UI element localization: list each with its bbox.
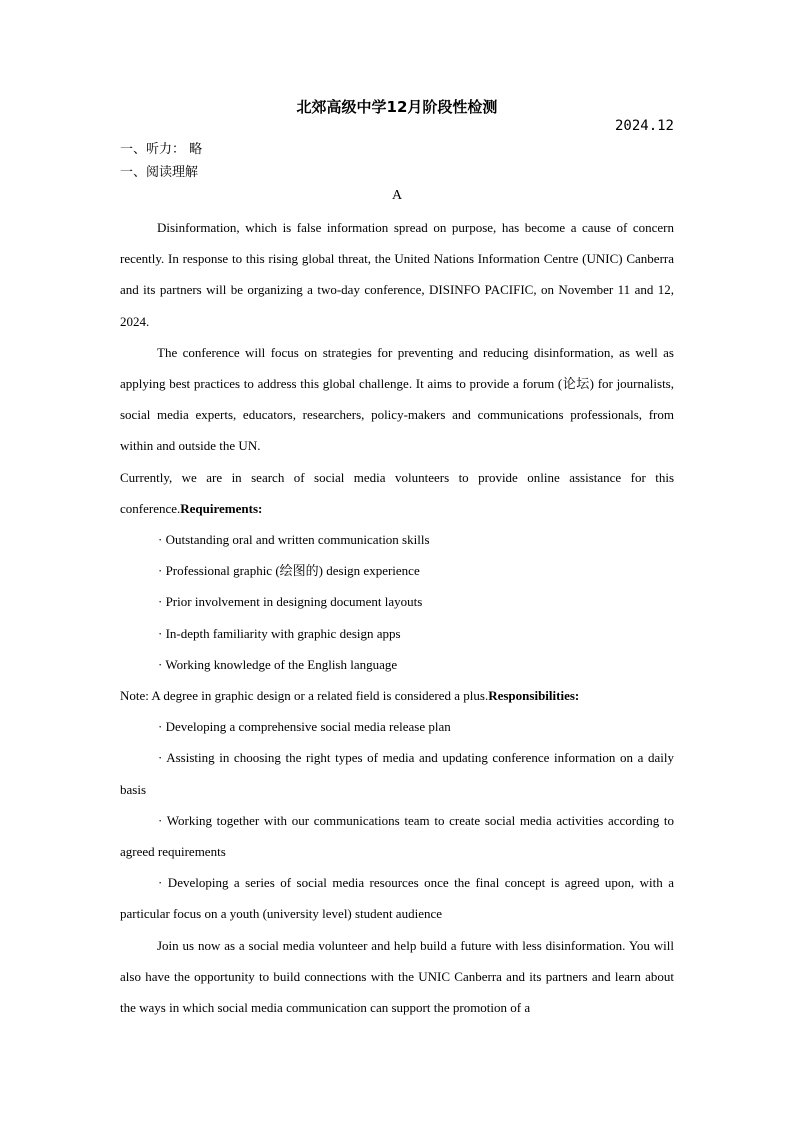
passage-body: [120, 212, 674, 1023]
paragraph-3: [120, 462, 674, 524]
paragraph-3-text: Currently, we are in search of social media volunteers to provide online assistance for this conference.: [120, 469, 674, 516]
paragraph-final: Join us now as a social media volunteer and help build a future with less disinformation. You will also have the opportunity to build connections with the UNIC Canberra and its partners and learn about the ways in which social media communication can support the promotion of a: [120, 937, 674, 1016]
section-listening: 一、听力： 略: [120, 142, 203, 157]
note-text: Note: A degree in graphic design or a related field is considered a plus.: [120, 688, 489, 704]
note-line: [120, 680, 674, 711]
responsibilities-heading: Responsibilities:: [488, 688, 580, 704]
responsibility-item: · Working together with our communications team to create social media activities according to agreed requirements: [120, 812, 674, 860]
requirements-heading: Requirements:: [180, 500, 263, 516]
requirement-item: · Outstanding oral and written communication skills: [158, 532, 430, 548]
responsibility-item: · Developing a comprehensive social media release plan: [158, 719, 451, 735]
paragraph-2: The conference will focus on strategies for preventing and reducing disinformation, as well as applying best practices to address this global challenge. It aims to provide a forum (论坛) for journalists, social media experts, educators, researchers, policy-makers and communications professionals, from within and outside the UN.: [120, 344, 674, 454]
responsibility-item: · Developing a series of social media resources once the final concept is agreed upon, with a particular focus on a youth (university level) student audience: [120, 875, 674, 922]
exam-date: 2024.12: [614, 118, 674, 134]
passage-letter: A: [391, 188, 403, 203]
requirement-item: · In-depth familiarity with graphic design apps: [158, 625, 401, 641]
requirement-item: · Prior involvement in designing document layouts: [158, 594, 423, 610]
responsibility-item: · Assisting in choosing the right types of media and updating conference information on a daily basis: [120, 750, 674, 797]
exam-title: 北郊高级中学12月阶段性检测: [296, 98, 498, 116]
paragraph-1: Disinformation, which is false information spread on purpose, has become a cause of concern recently. In response to this rising global threat, the United Nations Information Centre (UNIC) Canberra and its partners will be organizing a two-day conference, DISINFO PACIFIC, on November 11 and 12, 2024.: [120, 220, 674, 329]
requirement-item: · Working knowledge of the English language: [158, 656, 398, 672]
requirement-item: · Professional graphic (绘图的) design experience: [158, 563, 420, 579]
section-reading: 一、阅读理解: [120, 165, 199, 180]
